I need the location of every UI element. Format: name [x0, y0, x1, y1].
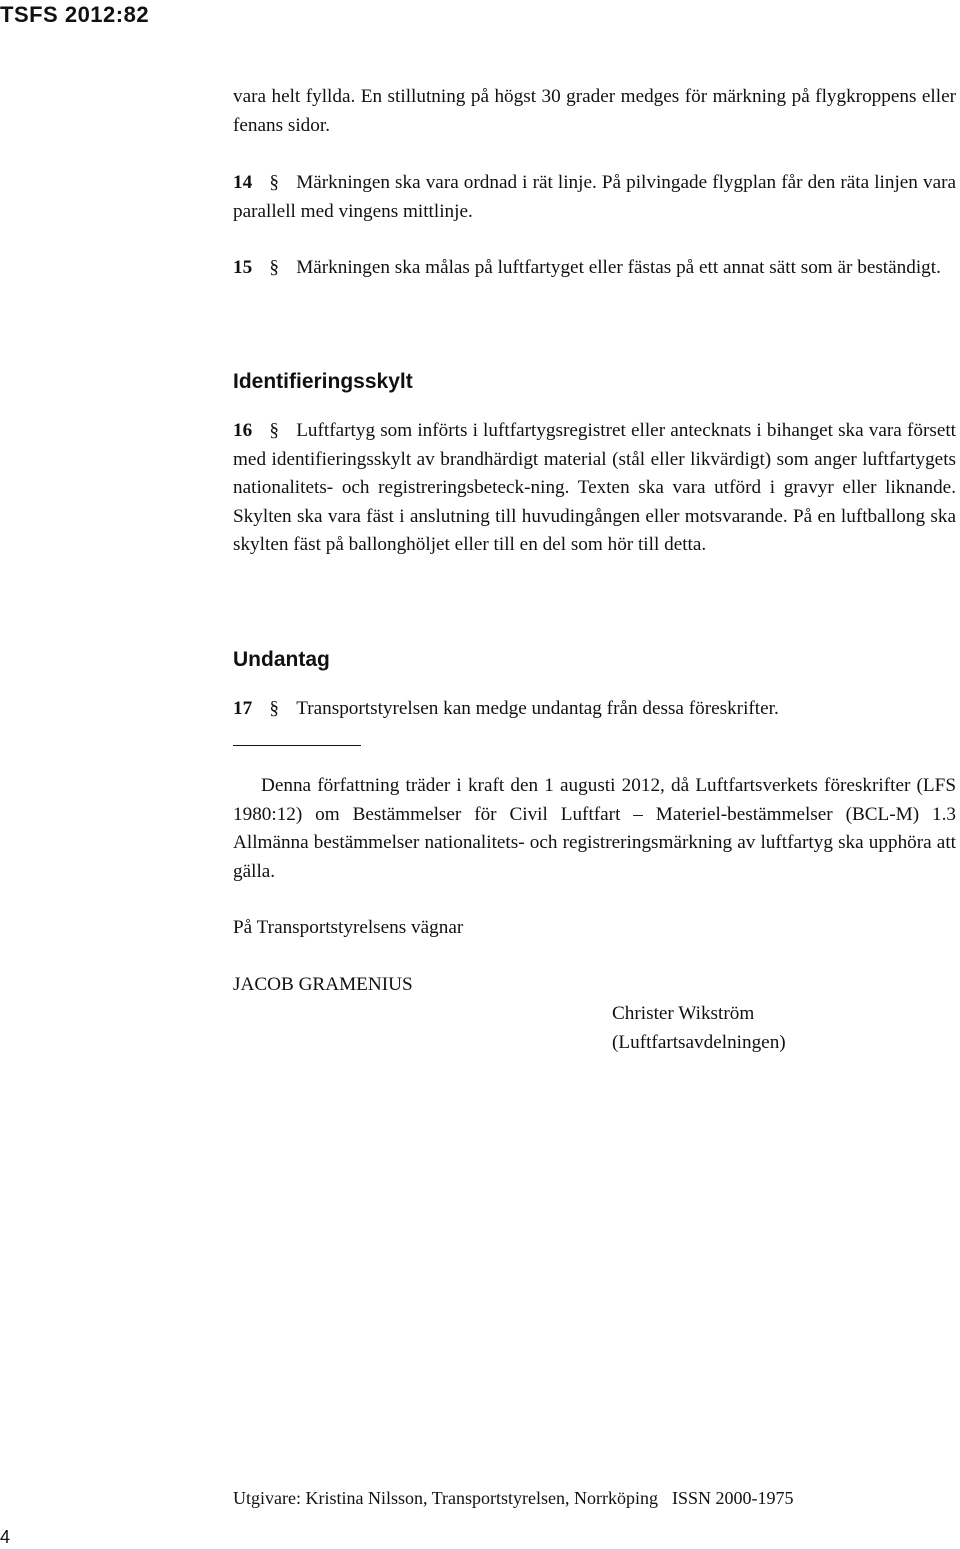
- paragraph-15: [233, 254, 956, 283]
- separator-rule: [233, 745, 361, 746]
- paragraph-number: 16: [233, 420, 253, 441]
- paragraph-text: Märkningen ska vara ordnad i rät linje. På pilvingade flygplan får den räta linjen vara parallell med vingens mittlinje.: [233, 172, 956, 222]
- paragraph-text: Denna författning träder i kraft den 1 augusti 2012, då Luftfartsverkets föreskrifter (LFS 1980:12) om Bestämmelser för Civil Luftfart – Materiel-bestämmelser (BCL-M) 1.3 Allmänna bestämmelser nationalitets- och registreringsmärkning av luftfartyg ska upphöra att gälla.: [233, 775, 956, 882]
- section-heading-identifieringsskylt: [233, 368, 956, 397]
- on-behalf-line: På Transportstyrelsens vägnar: [233, 917, 464, 938]
- paragraph-continuation: [233, 83, 956, 140]
- signatory-secondary-dept: (Luftfartsavdelningen): [612, 1032, 786, 1053]
- paragraph-17: [233, 695, 956, 724]
- document-code: TSFS 2012:82: [0, 2, 150, 27]
- section-heading: Undantag: [233, 648, 330, 671]
- paragraph-text: Märkningen ska målas på luftfartyget eller fästas på ett annat sätt som är beständigt.: [296, 257, 941, 278]
- paragraph-text: Luftfartyg som införts i luftfartygsregistret eller antecknats i bihanget ska vara försett med identifieringsskylt av brandhärdigt material (stål eller likvärdigt) som anger luftfartygets nationalitets- och registreringsbeteck-ning. Texten ska vara utförd i gravyr eller liknande. Skylten ska vara fäst i anslutning till huvudingången eller motsvarande. På en luftballong ska skylten fäst på ballonghöljet eller till en del som hör till detta.: [233, 420, 956, 555]
- section-sign: §: [269, 420, 279, 441]
- paragraph-text: vara helt fyllda. En stillutning på högst 30 grader medges för märkning på flygkroppens eller fenans sidor.: [233, 86, 956, 136]
- paragraph-16: [233, 417, 956, 560]
- section-sign: §: [269, 698, 279, 719]
- paragraph-text: Transportstyrelsen kan medge undantag från dessa föreskrifter.: [296, 698, 779, 719]
- signatory-secondary-name: Christer Wikström: [612, 1003, 755, 1024]
- paragraph-number: 17: [233, 698, 253, 719]
- page-number: 4: [0, 1527, 11, 1547]
- paragraph-number: 14: [233, 172, 253, 193]
- paragraph-14: [233, 169, 956, 226]
- section-heading: Identifieringsskylt: [233, 370, 413, 393]
- section-heading-undantag: [233, 646, 956, 675]
- footer-issn: ISSN 2000-1975: [671, 1488, 794, 1508]
- section-sign: §: [269, 172, 279, 193]
- signatory-primary: JACOB GRAMENIUS: [233, 974, 413, 995]
- section-sign: §: [269, 257, 279, 278]
- paragraph-number: 15: [233, 257, 253, 278]
- entry-into-force: [233, 772, 956, 886]
- footer: [233, 1488, 793, 1509]
- footer-publisher: Utgivare: Kristina Nilsson, Transportstyrelsen, Norrköping: [233, 1488, 658, 1508]
